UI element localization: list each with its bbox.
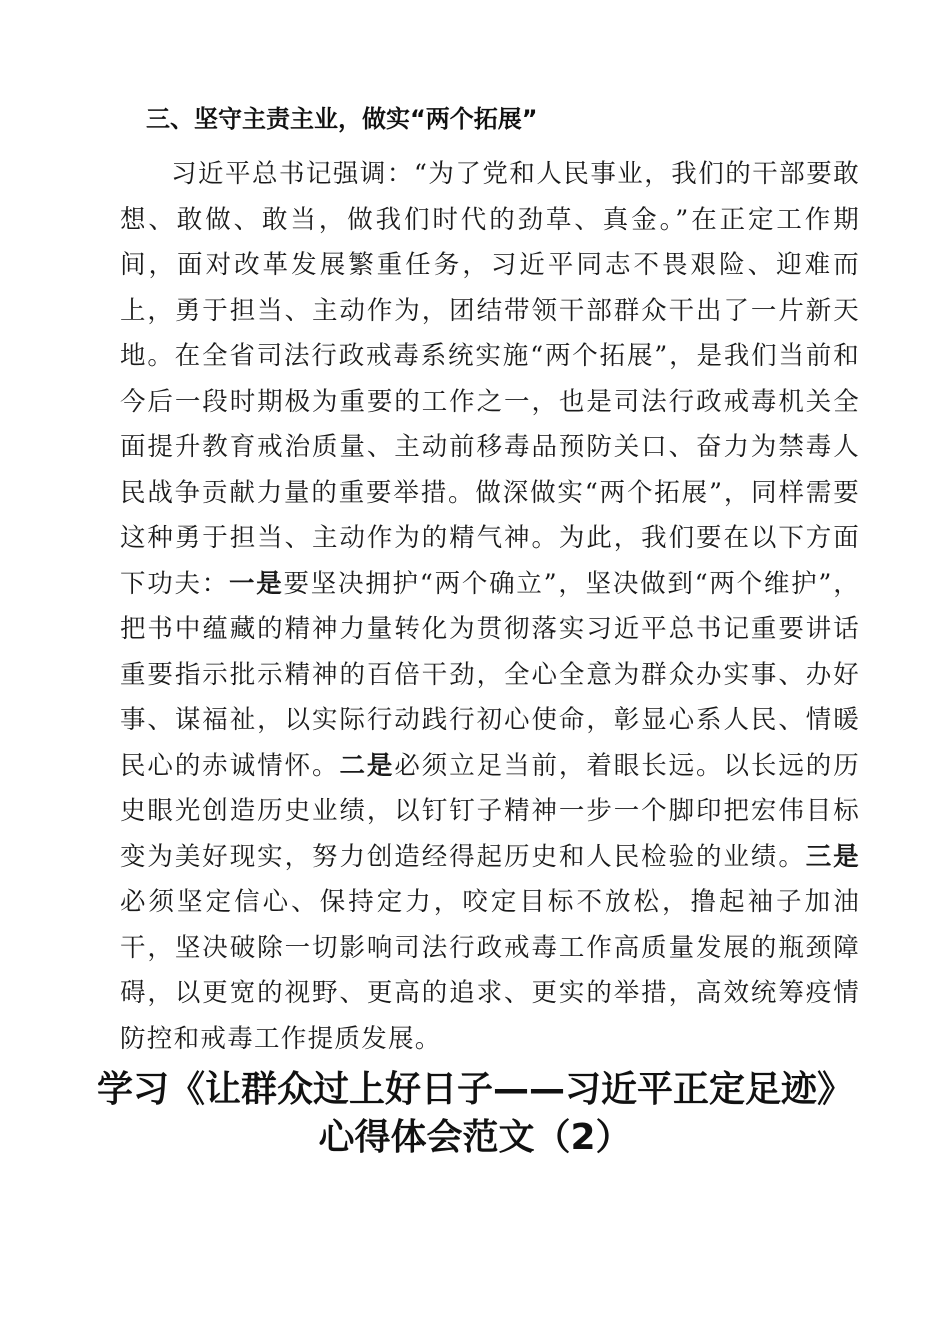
- point-lead-2: 二是: [339, 750, 395, 781]
- section-heading: 三、坚守主责主业，做实“两个拓展”: [146, 105, 538, 133]
- paragraph-text-3: 必须立足当前，着眼长远。以长远的历史眼光创造历史业绩，以钉钉子精神一步一个脚印把宏伟目标变为美好现实，努力创造经得起历史和人民检验的业绩。: [120, 750, 861, 872]
- title-line-1: 学习《让群众过上好日子——习近平正定足迹》: [96, 1069, 853, 1110]
- document-title: [60, 1066, 890, 1162]
- point-lead-3: 三是: [805, 841, 860, 872]
- paragraph-text-1: 习近平总书记强调：“为了党和人民事业，我们的干部要敢想、敢做、敢当，做我们时代的劲草、真金。”在正定工作期间，面对改革发展繁重任务，习近平同志不畏艰险、迎难而上，勇于担当、主动作为，团结带领干部群众干出了一片新天地。在全省司法行政戒毒系统实施“两个拓展”，是我们当前和今后一段时期极为重要的工作之一，也是司法行政戒毒机关全面提升教育戒治质量、主动前移毒品预防关口、奋力为禁毒人民战争贡献力量的重要举措。做深做实“两个拓展”，同样需要这种勇于担当、主动作为的精气神。为此，我们要在以下方面下功夫：: [120, 159, 860, 599]
- paragraph-text-2: 要坚决拥护“两个确立”，坚决做到“两个维护”，把书中蕴藏的精神力量转化为贯彻落实习近平总书记重要讲话重要指示批示精神的百倍干劲，全心全意为群众办实事、办好事、谋福祉，以实际行动践行初心使命，彰显心系人民、情暖民心的赤诚情怀。: [120, 568, 861, 781]
- body-paragraph: [120, 152, 860, 1062]
- paragraph-text-4: 必须坚定信心、保持定力，咬定目标不放松，撸起袖子加油干，坚决破除一切影响司法行政戒毒工作高质量发展的瓶颈障碍，以更宽的视野、更高的追求、更实的举措，高效统筹疫情防控和戒毒工作提质发展。: [120, 887, 860, 1054]
- title-line-2: 心得体会范文（2）: [318, 1117, 632, 1158]
- point-lead-1: 一是: [229, 568, 284, 599]
